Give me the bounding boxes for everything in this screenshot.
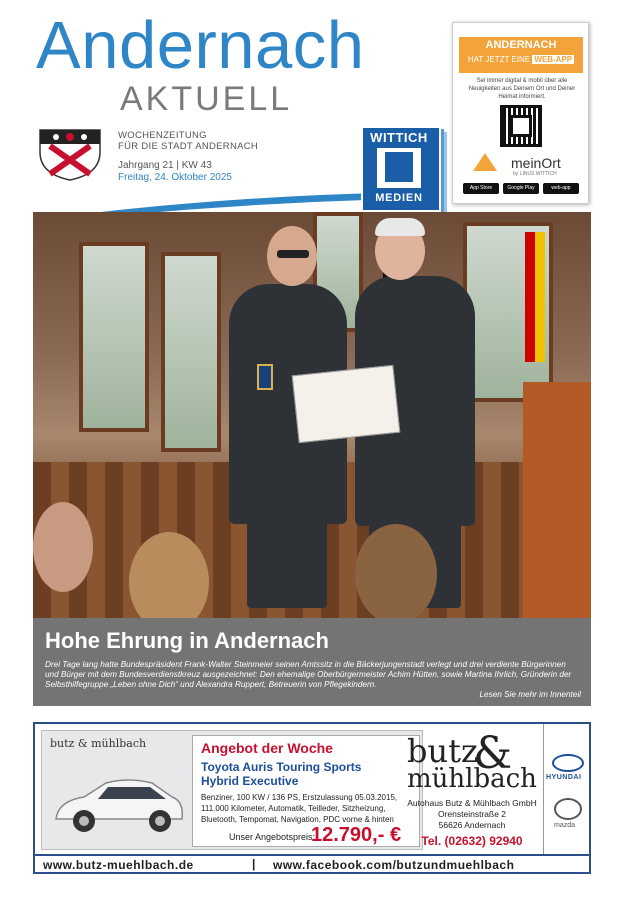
headline-band: [33, 618, 591, 706]
mazda-label: mazda: [554, 822, 576, 829]
dealer-website-link[interactable]: www.butz-muehlbach.de: [43, 858, 194, 872]
medal-case: [257, 364, 273, 390]
dealer-phone[interactable]: Tel. (02632) 92940: [421, 834, 523, 848]
meinort-logo-icon: [473, 153, 497, 171]
masthead-tagline: WOCHENZEITUNG FÜR DIE STADT ANDERNACH: [118, 130, 259, 152]
publisher-logo: [361, 126, 449, 214]
masthead-title: Andernach: [36, 8, 365, 83]
footer-separator: |: [252, 857, 256, 871]
webapp-ad-subheading: HAT JETZT EINE WEB-APP: [467, 55, 573, 64]
meinort-logo-sub: by LINUS WITTICH: [513, 171, 557, 177]
issue-number: Jahrgang 21 | KW 43: [118, 160, 212, 171]
publisher-name-bottom: MEDIEN: [375, 192, 423, 204]
webapp-ad-heading: ANDERNACH: [485, 39, 557, 51]
mazda-logo-icon: [554, 798, 582, 820]
price-label: Unser Angebotspreis:: [229, 832, 316, 842]
article-teaser: Drei Tage lang hatte Bundespräsident Frank-Walter Steinmeier seinen Amtssitz in die Bäckerjungenstadt verlegt und drei verdiente Bürgerinnen und Bürger mit dem Bundesverdienstkreuz ausgezeichnet: Den ehemalige Oberbürgermeister Achim Hütten, sowie Martina Ihrlich, Gründerin der Selbsthilfegruppe „Leben ohne Dich“ und Alexandra Ruppert, Betreuerin von Pflegekindern.: [45, 660, 572, 689]
webapp-ad-text: Sei immer digital & mobil über alle Neuigkeiten aus Deinem Ort und Deiner Heimat informiert.: [468, 78, 576, 100]
brand-column: [543, 724, 591, 854]
meinort-logo: meinOrt: [511, 155, 561, 171]
hyundai-label: HYUNDAI: [546, 774, 582, 781]
publisher-w-icon: [385, 152, 413, 182]
ad-footer: [35, 854, 589, 872]
read-more-text: Lesen Sie mehr im Innenteil: [479, 690, 581, 699]
app-store-badge[interactable]: App Store: [463, 183, 499, 194]
dealer-ad[interactable]: [33, 722, 591, 874]
webapp-ad[interactable]: [452, 22, 589, 204]
window: [79, 242, 149, 432]
offer-box: [192, 735, 420, 847]
dealer-facebook-link[interactable]: www.facebook.com/butzundmuehlbach: [273, 858, 515, 872]
award-certificate: [292, 365, 401, 443]
issue-date: Freitag, 24. Oktober 2025: [118, 172, 232, 183]
city-crest-icon: [36, 126, 104, 182]
offer-model: Toyota Auris Touring Sports Hybrid Executive: [201, 760, 362, 788]
hyundai-logo-icon: [552, 754, 584, 772]
car-icon: [48, 761, 188, 845]
offer-price: 12.790,- €: [311, 824, 402, 846]
offer-title: Angebot der Woche: [201, 740, 333, 756]
article-headline[interactable]: Hohe Ehrung in Andernach: [45, 628, 329, 653]
publisher-name-top: WITTICH: [370, 130, 428, 145]
dealer-address: Autohaus Butz & Mühlbach GmbH Orensteinstraße 2 56626 Andernach: [407, 798, 537, 830]
dealer-logo: butz & mühlbach: [407, 728, 537, 794]
dealer-logo-small: butz & mühlbach: [50, 737, 147, 750]
lectern: [523, 382, 591, 618]
masthead-subtitle: AKTUELL: [120, 80, 293, 118]
offer-panel: [41, 730, 423, 850]
offer-specs: Benziner, 100 KW / 136 PS, Erstzulassung 05.03.2015, 111.000 Kilometer, Automatik, Teilleder, Sitzheizung, Bluetooth, Tempomat, Navigation, PDC vorne & hinten: [201, 793, 398, 824]
google-play-badge[interactable]: Google Play: [503, 183, 539, 194]
web-app-badge[interactable]: web-app: [543, 183, 579, 194]
flag: [525, 232, 545, 362]
window: [161, 252, 221, 452]
cover-photo: [33, 212, 591, 618]
